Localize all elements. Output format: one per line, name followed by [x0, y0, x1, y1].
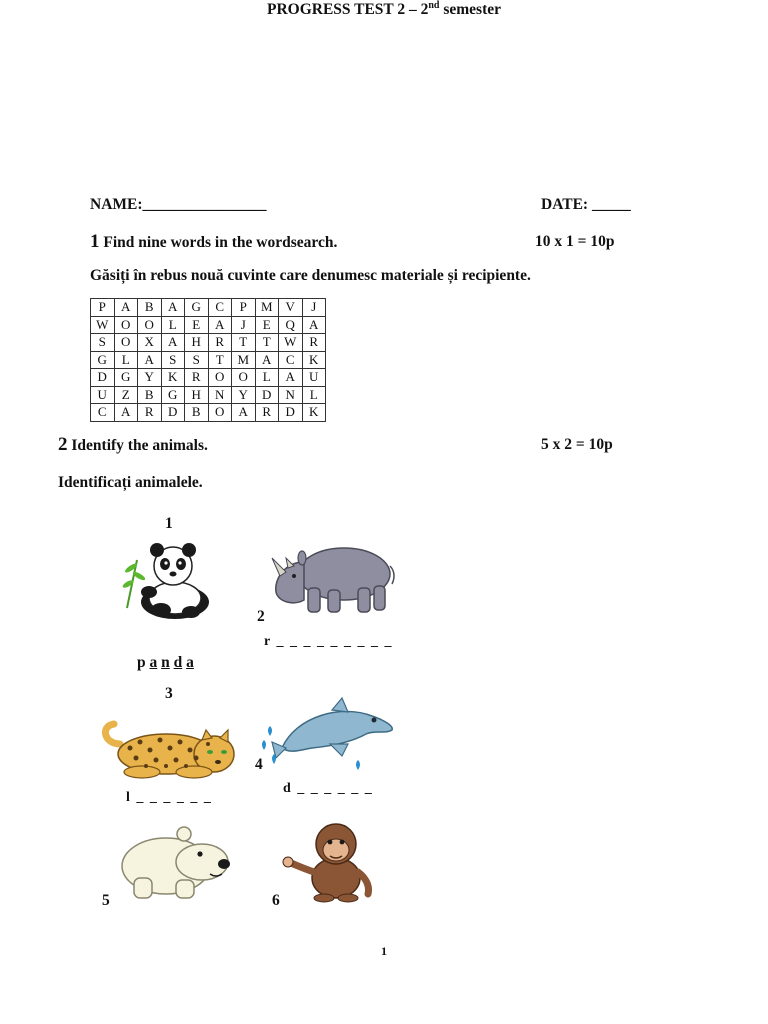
wordsearch-cell[interactable]: Z	[114, 386, 138, 404]
wordsearch-cell[interactable]: A	[138, 351, 162, 369]
exercise-2-points: 5 x 2 = 10p	[541, 436, 613, 453]
wordsearch-cell[interactable]: A	[114, 404, 138, 422]
wordsearch-cell[interactable]: C	[91, 404, 115, 422]
name-field: NAME:________________	[90, 196, 267, 213]
wordsearch-cell[interactable]: D	[161, 404, 185, 422]
wordsearch-cell[interactable]: A	[255, 351, 279, 369]
wordsearch-cell[interactable]: H	[185, 334, 209, 352]
page-title: PROGRESS TEST 2 – 2nd semester	[266, 0, 502, 19]
wordsearch-cell[interactable]: O	[208, 404, 232, 422]
wordsearch-row	[91, 316, 326, 334]
wordsearch-cell[interactable]: E	[185, 316, 209, 334]
wordsearch-cell[interactable]: G	[161, 386, 185, 404]
wordsearch-cell[interactable]: O	[138, 316, 162, 334]
wordsearch-cell[interactable]: W	[91, 316, 115, 334]
wordsearch-cell[interactable]: O	[208, 369, 232, 387]
panda-icon	[115, 540, 215, 620]
wordsearch-cell[interactable]: L	[161, 316, 185, 334]
rhino-answer-blank: r _ _ _ _ _ _ _ _ _	[264, 634, 393, 649]
wordsearch-cell[interactable]: U	[302, 369, 326, 387]
wordsearch-cell[interactable]: G	[91, 351, 115, 369]
wordsearch-cell[interactable]: U	[91, 386, 115, 404]
wordsearch-cell[interactable]: A	[208, 316, 232, 334]
exercise-2-translation: Identificați animalele.	[58, 474, 203, 491]
wordsearch-cell[interactable]: K	[302, 404, 326, 422]
wordsearch-cell[interactable]: C	[208, 299, 232, 317]
wordsearch-cell[interactable]: D	[279, 404, 303, 422]
animal-number-2: 2	[257, 608, 265, 625]
wordsearch-cell[interactable]: G	[185, 299, 209, 317]
wordsearch-cell[interactable]: A	[161, 334, 185, 352]
wordsearch-cell[interactable]: K	[302, 351, 326, 369]
wordsearch-cell[interactable]: J	[232, 316, 256, 334]
wordsearch-cell[interactable]: L	[302, 386, 326, 404]
wordsearch-row	[91, 351, 326, 369]
leopard-icon	[100, 714, 238, 780]
wordsearch-cell[interactable]: J	[302, 299, 326, 317]
wordsearch-cell[interactable]: R	[185, 369, 209, 387]
wordsearch-cell[interactable]: R	[208, 334, 232, 352]
wordsearch-cell[interactable]: B	[185, 404, 209, 422]
animal-number-6: 6	[272, 892, 280, 909]
wordsearch-cell[interactable]: C	[279, 351, 303, 369]
exercise-1-heading: 1 Find nine words in the wordsearch.	[90, 231, 338, 252]
rhino-icon	[268, 540, 398, 618]
wordsearch-cell[interactable]: D	[255, 386, 279, 404]
wordsearch-cell[interactable]: O	[232, 369, 256, 387]
wordsearch-cell[interactable]: R	[302, 334, 326, 352]
wordsearch-cell[interactable]: N	[208, 386, 232, 404]
wordsearch-cell[interactable]: L	[114, 351, 138, 369]
wordsearch-cell[interactable]: Y	[232, 386, 256, 404]
wordsearch-cell[interactable]: H	[185, 386, 209, 404]
animal-number-1: 1	[165, 515, 173, 532]
animal-number-5: 5	[102, 892, 110, 909]
wordsearch-cell[interactable]: P	[91, 299, 115, 317]
wordsearch-cell[interactable]: X	[138, 334, 162, 352]
wordsearch-cell[interactable]: R	[255, 404, 279, 422]
wordsearch-cell[interactable]: L	[255, 369, 279, 387]
wordsearch-cell[interactable]: N	[279, 386, 303, 404]
wordsearch-cell[interactable]: V	[279, 299, 303, 317]
wordsearch-cell[interactable]: A	[161, 299, 185, 317]
wordsearch-cell[interactable]: S	[185, 351, 209, 369]
wordsearch-cell[interactable]: O	[114, 316, 138, 334]
dolphin-icon	[262, 696, 398, 774]
wordsearch-row	[91, 299, 326, 317]
wordsearch-cell[interactable]: Y	[138, 369, 162, 387]
animal-number-4: 4	[255, 756, 263, 773]
wordsearch-cell[interactable]: K	[161, 369, 185, 387]
wordsearch-row	[91, 404, 326, 422]
wordsearch-cell[interactable]: P	[232, 299, 256, 317]
wordsearch-cell[interactable]: A	[279, 369, 303, 387]
wordsearch-cell[interactable]: S	[161, 351, 185, 369]
wordsearch-cell[interactable]: A	[302, 316, 326, 334]
wordsearch-cell[interactable]: O	[114, 334, 138, 352]
monkey-icon	[284, 818, 380, 902]
animal-number-3: 3	[165, 685, 173, 702]
wordsearch-cell[interactable]: A	[114, 299, 138, 317]
exercise-2-heading: 2 Identify the animals.	[58, 434, 208, 455]
wordsearch-cell[interactable]: B	[138, 386, 162, 404]
wordsearch-cell[interactable]: W	[279, 334, 303, 352]
dolphin-answer-blank: d _ _ _ _ _ _	[283, 781, 374, 796]
wordsearch-cell[interactable]: A	[232, 404, 256, 422]
wordsearch-grid	[90, 298, 326, 422]
wordsearch-cell[interactable]: G	[114, 369, 138, 387]
wordsearch-cell[interactable]: R	[138, 404, 162, 422]
polar-bear-icon	[118, 824, 236, 902]
leopard-answer-blank: l _ _ _ _ _ _	[126, 790, 213, 805]
wordsearch-cell[interactable]: E	[255, 316, 279, 334]
date-field: DATE: _____	[541, 196, 631, 213]
wordsearch-row	[91, 369, 326, 387]
page-number: 1	[381, 944, 387, 958]
wordsearch-cell[interactable]: B	[138, 299, 162, 317]
wordsearch-cell[interactable]: T	[208, 351, 232, 369]
exercise-1-points: 10 x 1 = 10p	[535, 233, 615, 250]
wordsearch-cell[interactable]: Q	[279, 316, 303, 334]
wordsearch-cell[interactable]: T	[255, 334, 279, 352]
wordsearch-cell[interactable]: M	[232, 351, 256, 369]
exercise-1-translation: Găsiți în rebus nouă cuvinte care denumesc materiale și recipiente.	[90, 267, 531, 284]
wordsearch-row	[91, 386, 326, 404]
wordsearch-cell[interactable]: M	[255, 299, 279, 317]
wordsearch-cell[interactable]: S	[91, 334, 115, 352]
wordsearch-cell[interactable]: D	[91, 369, 115, 387]
panda-answer: p a n d a	[137, 654, 194, 671]
wordsearch-cell[interactable]: T	[232, 334, 256, 352]
wordsearch-row	[91, 334, 326, 352]
